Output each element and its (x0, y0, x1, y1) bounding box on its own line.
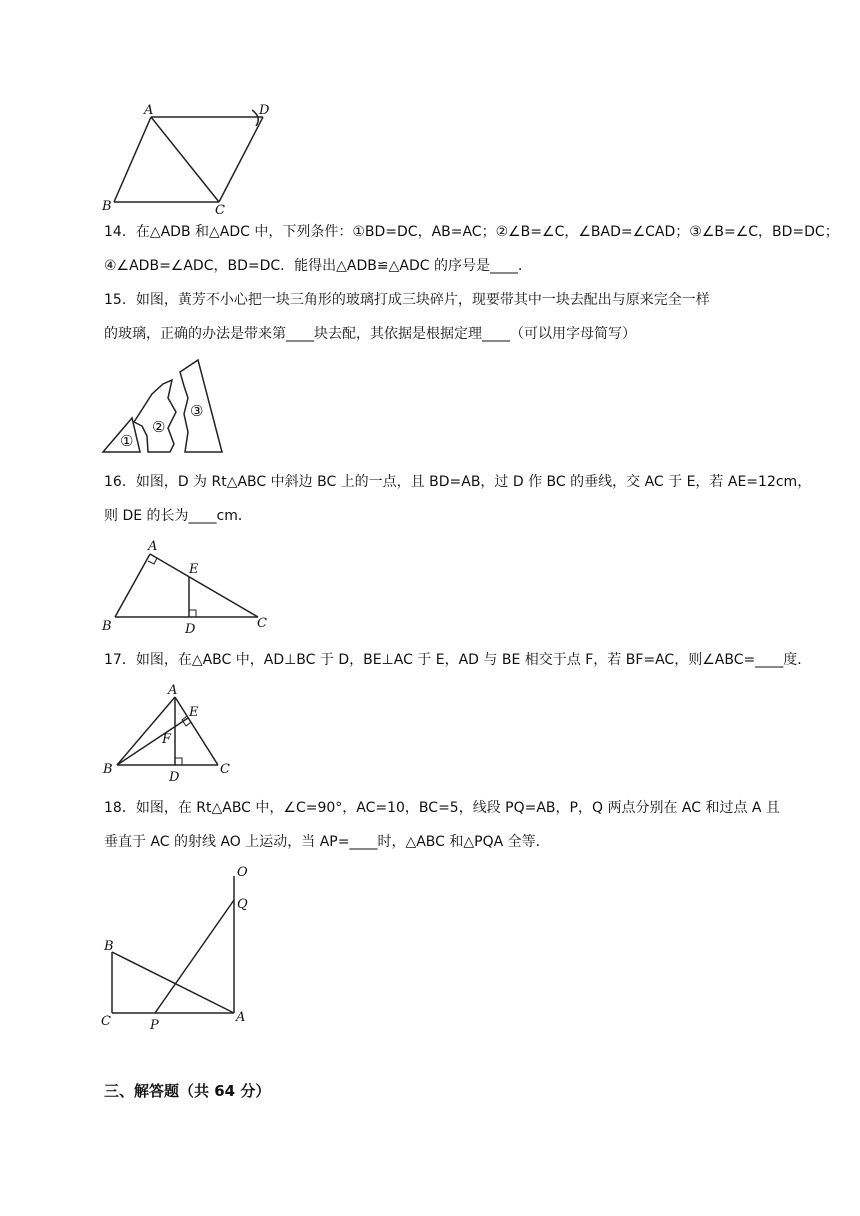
label-P: P (150, 1018, 159, 1033)
question-16-line-2: 则 DE 的长为____cm． (104, 508, 252, 524)
question-16-line-1: 16．如图，D 为 Rt△ABC 中斜边 BC 上的一点，且 BD=AB，过 D 作 BC 的垂线，交 AC 于 E，若 AE=12cm， (104, 474, 812, 490)
triangle-lines (115, 554, 258, 617)
piece-3-label: ③ (190, 402, 204, 420)
label-D: D (185, 622, 196, 637)
piece-2-label: ② (152, 418, 166, 436)
section-heading: 三、解答题（共 64 分） (104, 1082, 271, 1100)
question-18-line-2: 垂直于 AC 的射线 AO 上运动，当 AP=____时，△ABC 和△PQA 全等． (104, 834, 550, 850)
label-Q: Q (237, 897, 248, 912)
label-B: B (102, 199, 112, 214)
label-D: D (169, 770, 180, 785)
label-C: C (220, 762, 230, 777)
label-B: B (104, 939, 114, 954)
piece-1-label: ① (120, 432, 134, 450)
label-E: E (189, 562, 199, 577)
segment-lines (112, 876, 234, 1013)
label-O: O (237, 865, 248, 880)
label-A: A (148, 539, 158, 554)
label-B: B (102, 619, 112, 634)
glass-pieces (103, 360, 222, 452)
altitude-lines (117, 697, 218, 765)
label-A: A (168, 683, 178, 698)
question-14-line-2: ④∠ADB=∠ADC，BD=DC．能得出△ADB≌△ADC 的序号是____． (104, 258, 532, 274)
question-15-line-1: 15．如图，黄芳不小心把一块三角形的玻璃打成三块碎片，现要带其中一块去配出与原来完全一样 (104, 292, 710, 308)
question-14-line-1: 14．在△ADB 和△ADC 中，下列条件：①BD=DC，AB=AC；②∠B=∠C，∠BAD=∠CAD；③∠B=∠C，BD=DC； (104, 224, 839, 240)
parallelogram-lines (114, 110, 263, 202)
question-17-line-1: 17．如图，在△ABC 中，AD⊥BC 于 D，BE⊥AC 于 E，AD 与 BE 相交于点 F，若 BF=AC，则∠ABC=____度． (104, 652, 812, 668)
label-A: A (144, 103, 154, 118)
question-15-line-2: 的玻璃，正确的办法是带来第____块去配，其依据是根据定理____（可以用字母简写） (104, 326, 636, 342)
label-C: C (257, 616, 267, 631)
label-B: B (103, 762, 113, 777)
question-18-line-1: 18．如图，在 Rt△ABC 中，∠C=90°，AC=10，BC=5，线段 PQ=AB，P，Q 两点分别在 AC 和过点 A 且 (104, 800, 780, 816)
label-C: C (101, 1014, 111, 1029)
label-F: F (162, 732, 172, 747)
label-A: A (236, 1010, 246, 1025)
label-E: E (189, 705, 199, 720)
label-C: C (215, 203, 225, 218)
label-D: D (259, 103, 270, 118)
